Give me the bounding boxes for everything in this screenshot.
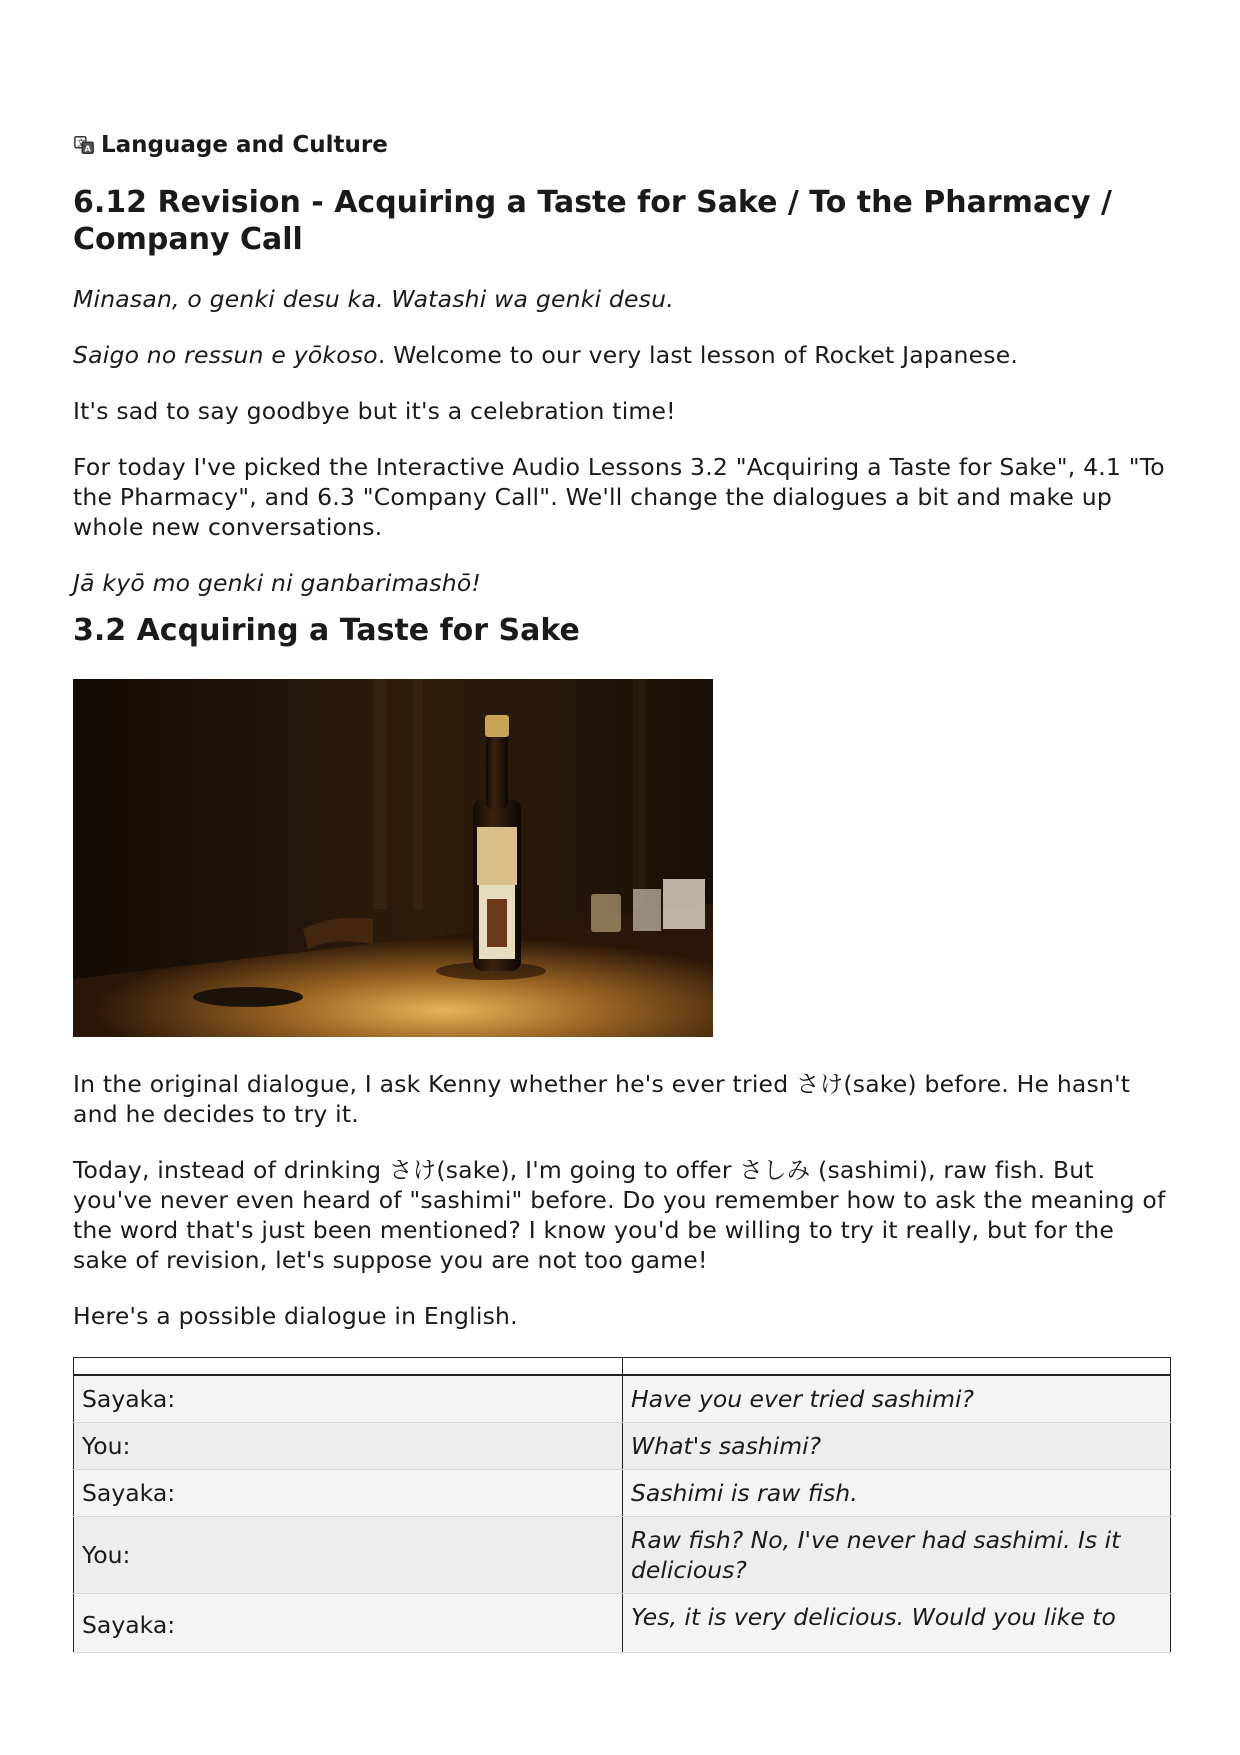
welcome-paragraph (73, 340, 1171, 370)
table-row (74, 1375, 1171, 1423)
greeting-paragraph (73, 284, 1171, 314)
table-row (74, 1517, 1171, 1594)
sashimi-paragraph: Today, instead of drinking さけ(sake), I'm going to offer さしみ (sashimi), raw fish. But you've never even heard of "sashimi" before. Do you remember how to ask the meaning of the word that's just been mentioned? I know you'd be willing to try it really, but for the sake of revision, let's suppose you are not too game! (73, 1156, 1166, 1274)
table-row (74, 1470, 1171, 1517)
speaker-cell: Sayaka: (74, 1594, 623, 1653)
dialogue-table (73, 1357, 1171, 1653)
section-heading-3-2: 3.2 Acquiring a Taste for Sake (73, 613, 580, 648)
header-cell-speaker (74, 1358, 623, 1376)
speaker-cell: Sayaka: (74, 1375, 623, 1423)
sake-bottle-photo (73, 679, 713, 1037)
welcome-japanese: Saigo no ressun e yōkoso (73, 341, 378, 369)
lessons-picked-paragraph: For today I've picked the Interactive Audio Lessons 3.2 "Acquiring a Taste for Sake", 4.1 "To the Pharmacy", and 6.3 "Company Call". We'll change the dialogues a bit and make up whole new conversations. (73, 453, 1165, 541)
dialogue-table-header (74, 1358, 1171, 1376)
speaker-cell: You: (74, 1423, 623, 1470)
document-page (73, 128, 1171, 1653)
line-cell: Sashimi is raw fish. (623, 1470, 1171, 1517)
svg-text:文: 文 (77, 137, 86, 148)
cheer-text: Jā kyō mo genki ni ganbarimashō! (73, 569, 482, 597)
section-label (73, 128, 1171, 162)
welcome-english: . Welcome to our very last lesson of Rocket Japanese. (377, 341, 1019, 369)
section-label-text: Language and Culture (101, 132, 388, 158)
table-row (74, 1594, 1171, 1653)
header-cell-line (623, 1358, 1171, 1376)
possible-dialogue-paragraph: Here's a possible dialogue in English. (73, 1302, 518, 1330)
greeting-text: Minasan, o genki desu ka. Watashi wa genki desu. (73, 285, 674, 313)
original-dialogue-paragraph: In the original dialogue, I ask Kenny whether he's ever tried さけ(sake) before. He hasn't and he decides to try it. (73, 1070, 1131, 1128)
speaker-cell: You: (74, 1517, 623, 1594)
svg-text:A: A (84, 143, 91, 154)
table-row (74, 1423, 1171, 1470)
line-cell: Raw fish? No, I've never had sashimi. Is it delicious? (623, 1517, 1171, 1594)
line-cell: What's sashimi? (623, 1423, 1171, 1470)
celebration-paragraph: It's sad to say goodbye but it's a celebration time! (73, 397, 676, 425)
line-cell: Have you ever tried sashimi? (623, 1375, 1171, 1423)
cheer-paragraph (73, 568, 1171, 598)
line-cell: Yes, it is very delicious. Would you like to (623, 1594, 1171, 1653)
page-title: 6.12 Revision - Acquiring a Taste for Sake / To the Pharmacy / Company Call (73, 185, 1112, 257)
speaker-cell: Sayaka: (74, 1470, 623, 1517)
language-icon (73, 134, 95, 156)
